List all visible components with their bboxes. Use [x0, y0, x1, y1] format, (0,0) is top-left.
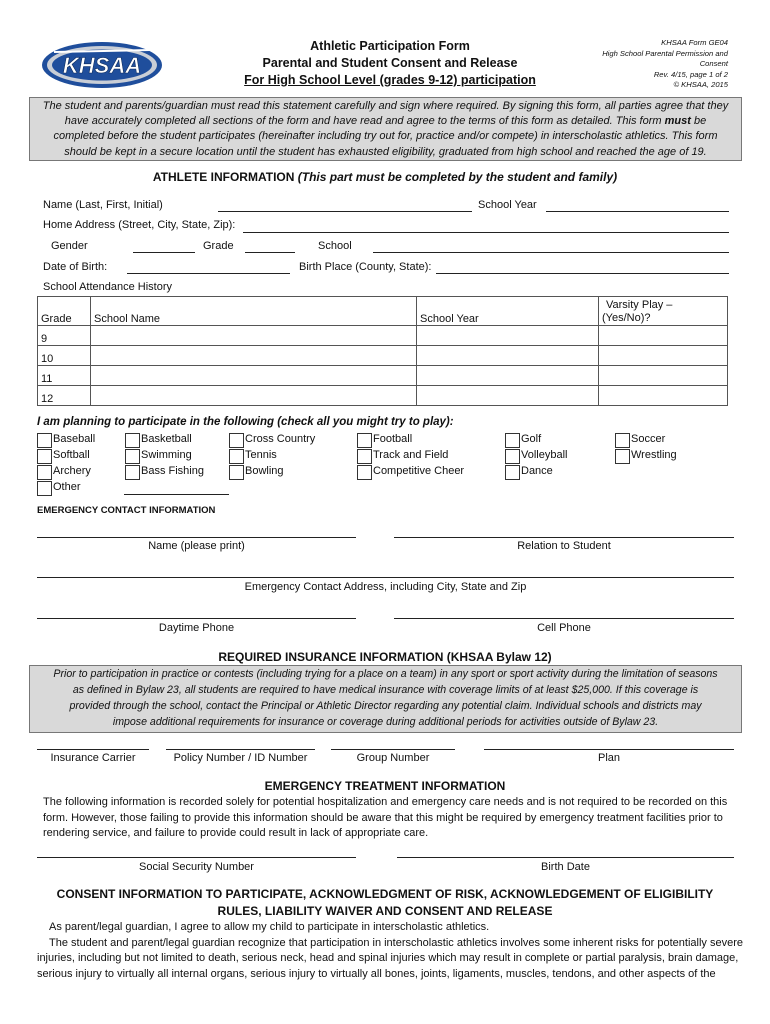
- gender-field[interactable]: [133, 252, 195, 253]
- table-row: [38, 366, 728, 386]
- cross-country-checkbox[interactable]: [229, 433, 244, 448]
- emergency-heading: EMERGENCY CONTACT INFORMATION: [37, 505, 216, 516]
- address-label: Home Address (Street, City, State, Zip):: [43, 219, 236, 231]
- school-name-cell[interactable]: [91, 366, 417, 386]
- consent-line: The student and parent/legal guardian recognize that participation in interscholastic athletics involves some inherent risks for potentially severe: [49, 937, 743, 949]
- insurance-carrier-field[interactable]: [37, 749, 149, 750]
- emergency-relation-field[interactable]: [394, 537, 734, 538]
- meta-form-type-cont: Consent: [699, 59, 728, 69]
- treatment-line: The following information is recorded solely for potential hospitalization and emergency care needs and is not required to be recorded on this: [43, 796, 728, 808]
- school-label: School: [318, 240, 352, 252]
- insurance-notice: [29, 665, 742, 733]
- treatment-text: [43, 795, 727, 842]
- cell-phone-field[interactable]: [394, 618, 734, 619]
- emergency-address-field[interactable]: [37, 577, 734, 578]
- meta-copyright: © KHSAA, 2015: [673, 80, 728, 90]
- tennis-label: Tennis: [245, 449, 277, 461]
- title-line-1: Athletic Participation Form: [310, 39, 470, 53]
- swimming-label: Swimming: [141, 449, 192, 461]
- bowling-checkbox[interactable]: [229, 465, 244, 480]
- insurance-heading: REQUIRED INSURANCE INFORMATION (KHSAA Bylaw 12): [218, 650, 552, 664]
- birthplace-label: Birth Place (County, State):: [299, 261, 432, 273]
- consent-heading-line-2: RULES, LIABILITY WAIVER AND CONSENT AND RELEASE: [217, 904, 553, 918]
- col-year-header: School Year: [417, 297, 599, 326]
- name-label: Name (Last, First, Initial): [43, 199, 163, 211]
- cell-phone-label: Cell Phone: [537, 622, 591, 634]
- school-name-cell[interactable]: [91, 346, 417, 366]
- school-year-label: School Year: [478, 199, 537, 211]
- basketball-checkbox[interactable]: [125, 433, 140, 448]
- school-year-cell[interactable]: [417, 326, 599, 346]
- table-row: [38, 386, 728, 406]
- plan-field[interactable]: [484, 749, 734, 750]
- treatment-line: form. However, those failing to provide this information should be aware that this might be required by emergency treatment facilities prior to: [43, 811, 723, 824]
- bass-fishing-label: Bass Fishing: [141, 465, 204, 477]
- intro-line: The student and parents/guardian must read this statement carefully and sign where required. By signing this form, all parties agree that they: [42, 100, 729, 112]
- attendance-header-row: [38, 297, 728, 326]
- athlete-heading-note: (This part must be completed by the student and family): [297, 170, 618, 184]
- intro-notice: [29, 97, 742, 161]
- dance-checkbox[interactable]: [505, 465, 520, 480]
- table-row: [38, 346, 728, 366]
- group-number-field[interactable]: [331, 749, 455, 750]
- grade-cell: 11: [38, 366, 91, 386]
- khsaa-logo: [40, 38, 164, 90]
- baseball-label: Baseball: [53, 433, 96, 445]
- archery-checkbox[interactable]: [37, 465, 52, 480]
- volleyball-checkbox[interactable]: [505, 449, 520, 464]
- birth-date-label: Birth Date: [541, 861, 590, 873]
- birth-date-field[interactable]: [397, 857, 734, 858]
- dob-field[interactable]: [127, 273, 290, 274]
- intro-line: completed before the student participates (hereinafter including try out for, practice and/or compete) in interscholastic athletics. This form: [53, 130, 718, 143]
- school-year-cell[interactable]: [417, 366, 599, 386]
- grade-cell: 12: [38, 386, 91, 406]
- other-label: Other: [53, 481, 81, 493]
- competitive-cheer-checkbox[interactable]: [357, 465, 372, 480]
- baseball-checkbox[interactable]: [37, 433, 52, 448]
- table-row: [38, 326, 728, 346]
- insurance-line: impose additional requirements for insurance or coverage during additional periods for activities outside of Bylaw 23.: [112, 716, 659, 728]
- consent-heading-line-1: CONSENT INFORMATION TO PARTICIPATE, ACKNOWLEDGMENT OF RISK, ACKNOWLEDGEMENT OF ELIGIBILITY: [56, 887, 714, 901]
- track-and-field-checkbox[interactable]: [357, 449, 372, 464]
- treatment-line: rendering service, and failure to provide could result in lack of appropriate care.: [43, 827, 429, 839]
- softball-label: Softball: [53, 449, 90, 461]
- daytime-phone-label: Daytime Phone: [158, 622, 235, 634]
- form-title: [200, 38, 580, 89]
- birthplace-field[interactable]: [436, 273, 729, 274]
- wrestling-checkbox[interactable]: [615, 449, 630, 464]
- school-year-cell[interactable]: [417, 386, 599, 406]
- daytime-phone-field[interactable]: [37, 618, 356, 619]
- consent-line: As parent/legal guardian, I agree to allow my child to participate in interscholastic athletics.: [49, 921, 490, 933]
- consent-line: injuries, including but not limited to death, serious neck, head and spinal injuries which may result in complete or partial paralysis, brain damage,: [37, 952, 739, 964]
- col-grade-header: Grade: [38, 297, 91, 326]
- consent-line: serious injury to virtually all internal organs, serious injury to virtually all bones, joints, ligaments, muscles, tendons, and other aspects of the: [37, 968, 716, 980]
- col-varsity-header: Varsity Play – (Yes/No)?: [599, 297, 728, 326]
- sports-heading: I am planning to participate in the following (check all you might try to play):: [37, 416, 454, 428]
- form-meta: [590, 38, 728, 91]
- other-checkbox[interactable]: [37, 481, 52, 496]
- emergency-relation-label: Relation to Student: [517, 540, 611, 552]
- dob-label: Date of Birth:: [43, 261, 108, 273]
- volleyball-label: Volleyball: [521, 449, 568, 461]
- ssn-label: Social Security Number: [139, 861, 254, 873]
- grade-field[interactable]: [245, 252, 295, 253]
- school-name-cell[interactable]: [91, 386, 417, 406]
- varsity-cell[interactable]: [599, 346, 728, 366]
- insurance-line: as defined in Bylaw 23, all students are required to have medical insurance with coverage limits of at least $25,000. If this coverage is: [72, 684, 699, 696]
- golf-checkbox[interactable]: [505, 433, 520, 448]
- grade-cell: 9: [38, 326, 91, 346]
- basketball-label: Basketball: [141, 433, 192, 445]
- logo-text: KHSAA: [62, 53, 142, 78]
- ssn-field[interactable]: [37, 857, 356, 858]
- track-and-field-label: Track and Field: [373, 449, 449, 461]
- school-name-cell[interactable]: [91, 326, 417, 346]
- athlete-heading: ATHLETE INFORMATION (This part must be completed by the student and family): [152, 170, 618, 184]
- insurance-carrier-label: Insurance Carrier: [50, 752, 136, 764]
- intro-line: have accurately completed all sections of the form and have read and agree to the terms of this form as detailed. This form must be: [64, 115, 707, 128]
- emergency-name-field[interactable]: [37, 537, 356, 538]
- group-number-label: Group Number: [356, 752, 430, 764]
- bass-fishing-checkbox[interactable]: [125, 465, 140, 480]
- golf-label: Golf: [521, 433, 542, 445]
- insurance-line: Prior to participation in practice or contests (including trying for a place on a team) in any sport or sport activity during the limitation of seasons: [53, 668, 718, 680]
- policy-number-label: Policy Number / ID Number: [173, 752, 308, 764]
- varsity-cell[interactable]: [599, 326, 728, 346]
- wrestling-label: Wrestling: [631, 449, 677, 461]
- grade-label: Grade: [203, 240, 234, 252]
- meta-form-type: High School Parental Permission and: [602, 48, 728, 58]
- insurance-line: provided through the school, contact the Principal or Athletic Director regarding any potential claim. Individual schools and districts may: [69, 700, 702, 712]
- grade-cell: 10: [38, 346, 91, 366]
- soccer-label: Soccer: [631, 433, 666, 445]
- attendance-history-label: School Attendance History: [43, 281, 173, 293]
- tennis-checkbox[interactable]: [229, 449, 244, 464]
- address-field[interactable]: [243, 232, 729, 233]
- softball-checkbox[interactable]: [37, 449, 52, 464]
- title-line-3: For High School Level (grades 9-12) participation: [244, 73, 536, 87]
- attendance-table: [37, 296, 728, 406]
- cross-country-label: Cross Country: [245, 433, 316, 445]
- name-field[interactable]: [218, 211, 472, 212]
- varsity-cell[interactable]: [599, 386, 728, 406]
- other-sport-field[interactable]: [124, 494, 229, 495]
- swimming-checkbox[interactable]: [125, 449, 140, 464]
- school-year-field[interactable]: [546, 211, 729, 212]
- col-school-header: School Name: [91, 297, 417, 326]
- meta-form-id: KHSAA Form GE04: [661, 38, 728, 47]
- soccer-checkbox[interactable]: [615, 433, 630, 448]
- archery-label: Archery: [53, 465, 91, 477]
- consent-heading: [0, 886, 770, 920]
- policy-number-field[interactable]: [166, 749, 315, 750]
- plan-label: Plan: [597, 752, 621, 764]
- bowling-label: Bowling: [245, 465, 284, 477]
- dance-label: Dance: [521, 465, 553, 477]
- gender-label: Gender: [51, 240, 88, 252]
- treatment-heading: EMERGENCY TREATMENT INFORMATION: [264, 779, 506, 793]
- football-checkbox[interactable]: [357, 433, 372, 448]
- intro-emphasis: must: [664, 115, 691, 128]
- school-year-cell[interactable]: [417, 346, 599, 366]
- emergency-name-label: Name (please print): [148, 540, 245, 552]
- school-field[interactable]: [373, 252, 729, 253]
- meta-revision: Rev. 4/15, page 1 of 2: [653, 69, 728, 79]
- title-line-2: Parental and Student Consent and Release: [262, 56, 518, 70]
- intro-line: should be kept in a secure location until the student has exhausted eligibility, graduated from high school and reached the age of 19.: [64, 145, 707, 158]
- competitive-cheer-label: Competitive Cheer: [373, 465, 465, 477]
- emergency-address-label: Emergency Contact Address, including City, State and Zip: [244, 581, 527, 593]
- football-label: Football: [373, 433, 413, 445]
- varsity-cell[interactable]: [599, 366, 728, 386]
